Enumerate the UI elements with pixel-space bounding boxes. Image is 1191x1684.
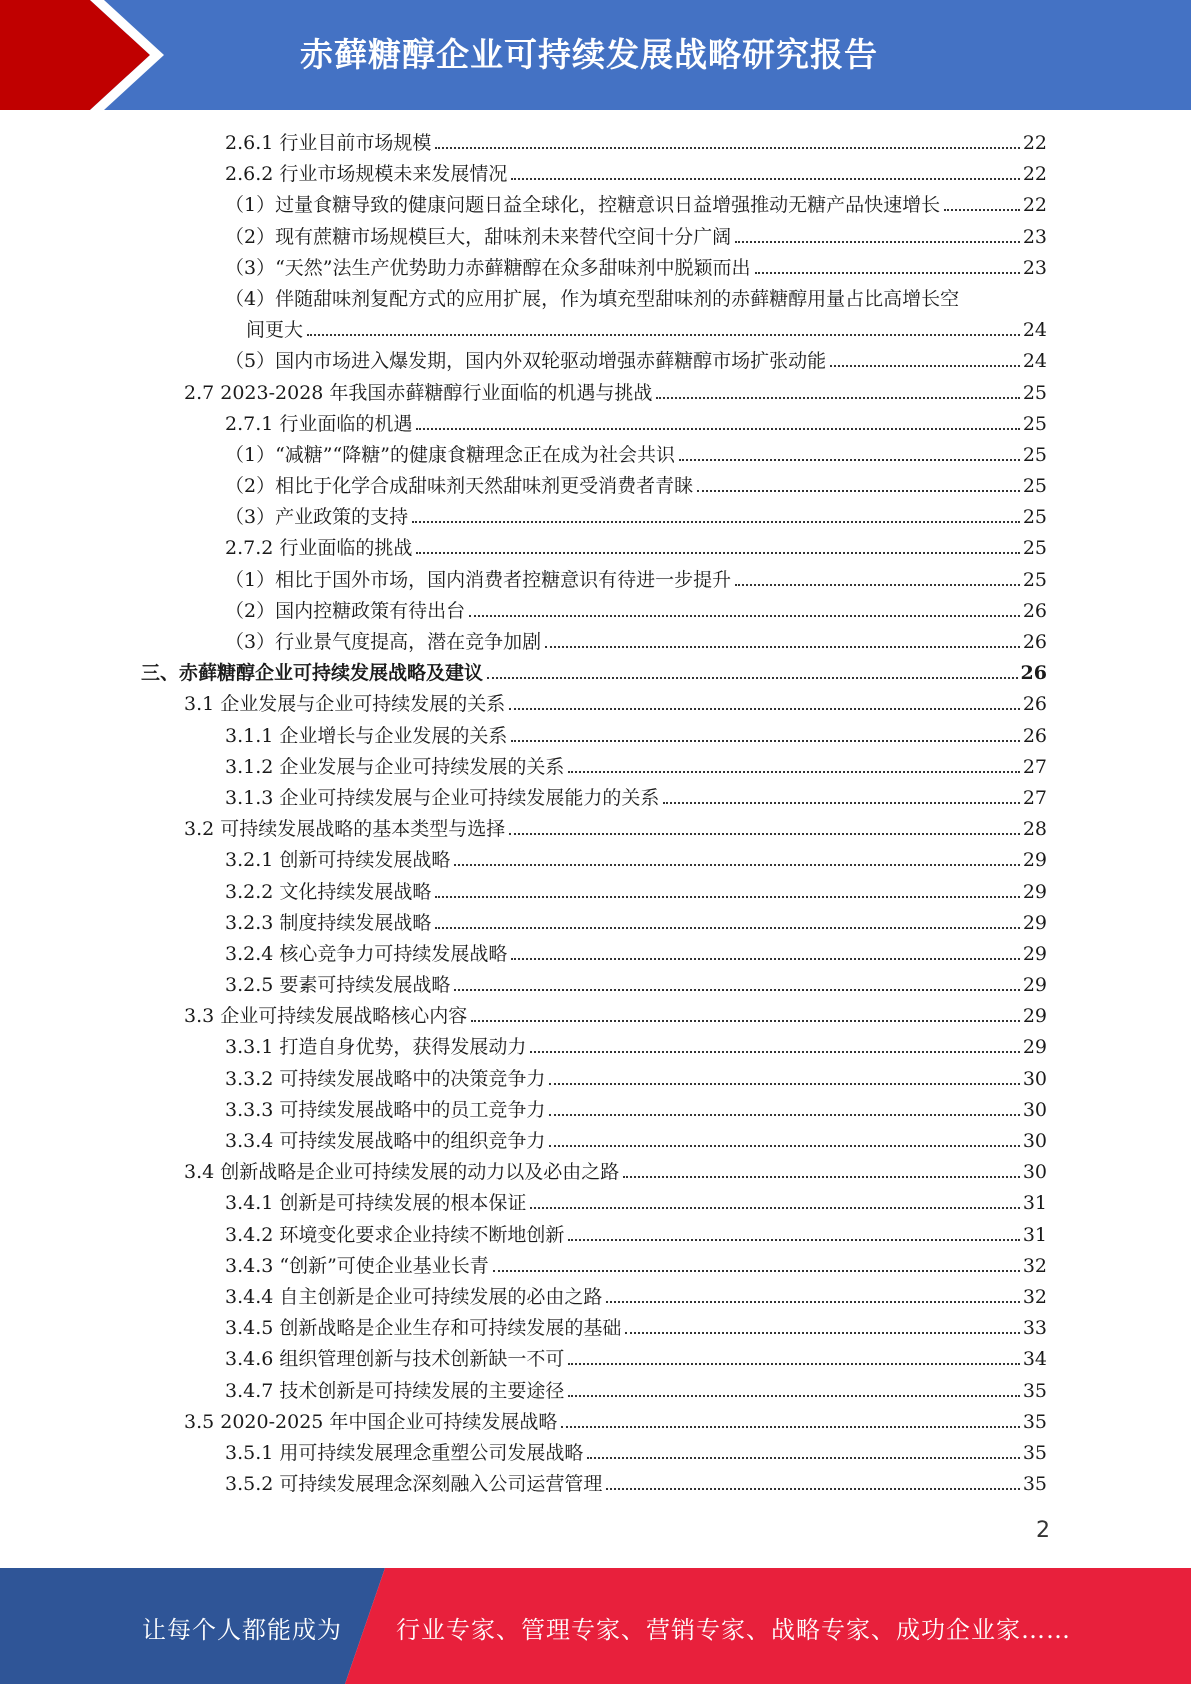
toc-entry-page: 22 [1022, 132, 1047, 154]
toc-entry-title-continued: 间更大 [246, 319, 304, 342]
toc-dot-leader [625, 1332, 1019, 1334]
toc-entry-title: 2.7.2 行业面临的挑战 [225, 537, 413, 560]
toc-entry-title: （2）国内控糖政策有待出台 [225, 599, 466, 622]
toc-entry[interactable] [0, 471, 1191, 502]
footer-slogan-left: 让每个人都能成为 [142, 1616, 342, 1644]
toc-dot-leader [454, 864, 1019, 866]
toc-dot-leader [697, 490, 1020, 492]
toc-entry-page: 30 [1022, 1067, 1047, 1090]
toc-entry-page: 23 [1022, 256, 1047, 279]
toc-entry-page: 22 [1022, 163, 1047, 186]
toc-entry[interactable] [0, 159, 1191, 190]
toc-dot-leader [549, 1114, 1019, 1116]
toc-entry-title: 3.2.2 文化持续发展战略 [225, 880, 432, 903]
report-title: 赤藓糖醇企业可持续发展战略研究报告 [300, 35, 878, 74]
toc-entry-title: 3.3.3 可持续发展战略中的员工竞争力 [225, 1098, 546, 1121]
toc-dot-leader [511, 740, 1019, 742]
toc-entry-title: 3.4.4 自主创新是企业可持续发展的必由之路 [225, 1285, 603, 1308]
toc-dot-leader [830, 365, 1020, 367]
toc-entry-page: 29 [1022, 880, 1047, 903]
table-of-contents [0, 128, 1191, 1500]
toc-dot-leader [679, 459, 1020, 461]
toc-entry-page: 25 [1022, 381, 1047, 404]
toc-entry-title: （2）相比于化学合成甜味剂天然甜味剂更受消费者青睐 [225, 475, 694, 498]
toc-entry-page: 29 [1022, 849, 1047, 872]
toc-entry-page: 29 [1022, 1005, 1047, 1028]
toc-entry-title: 3.4.7 技术创新是可持续发展的主要途径 [225, 1379, 565, 1402]
toc-entry-title: 三、赤藓糖醇企业可持续发展战略及建议 [141, 662, 484, 685]
toc-entry[interactable] [0, 596, 1191, 627]
toc-dot-leader [755, 272, 1020, 274]
toc-dot-leader [944, 209, 1020, 211]
toc-entry-title: 3.4.5 创新战略是企业生存和可持续发展的基础 [225, 1317, 622, 1340]
toc-entry-title: （3）“天然”法生产优势助力赤藓糖醇在众多甜味剂中脱颖而出 [225, 256, 751, 279]
toc-entry[interactable] [0, 1064, 1191, 1095]
toc-entry-page: 26 [1020, 662, 1047, 685]
toc-dot-leader [606, 1488, 1019, 1490]
toc-entry-title: 3.2 可持续发展战略的基本类型与选择 [184, 818, 506, 841]
toc-dot-leader [469, 615, 1020, 617]
toc-entry[interactable] [0, 1220, 1191, 1251]
toc-dot-leader [549, 1145, 1019, 1147]
toc-entry-title: 3.5 2020-2025 年中国企业可持续发展战略 [184, 1410, 558, 1433]
toc-entry-title: 3.1.1 企业增长与企业发展的关系 [225, 724, 508, 747]
toc-entry-page: 32 [1022, 1254, 1047, 1277]
toc-entry-page: 35 [1022, 1410, 1047, 1433]
toc-entry-title: 3.2.1 创新可持续发展战略 [225, 849, 451, 872]
toc-entry-page: 25 [1022, 412, 1047, 435]
toc-entry-title: 3.1 企业发展与企业可持续发展的关系 [184, 693, 506, 716]
toc-entry[interactable] [0, 1251, 1191, 1282]
toc-entry[interactable] [0, 533, 1191, 564]
page-number: 2 [1036, 1518, 1050, 1543]
toc-entry[interactable] [0, 877, 1191, 908]
toc-entry-title: 2.6.2 行业市场规模未来发展情况 [225, 163, 508, 186]
toc-entry-title: 3.3 企业可持续发展战略核心内容 [184, 1005, 468, 1028]
toc-dot-leader [735, 584, 1020, 586]
toc-entry-title: 3.4.2 环境变化要求企业持续不断地创新 [225, 1223, 565, 1246]
toc-dot-leader [435, 896, 1019, 898]
toc-entry-page: 29 [1022, 942, 1047, 965]
toc-entry-page: 32 [1022, 1285, 1047, 1308]
toc-dot-leader [735, 241, 1020, 243]
toc-entry[interactable] [0, 908, 1191, 939]
toc-entry-title: （1）“减糖”“降糖”的健康食糖理念正在成为社会共识 [225, 443, 675, 466]
toc-entry-title: 2.7 2023-2028 年我国赤藓糖醇行业面临的机遇与挑战 [184, 381, 653, 404]
toc-entry[interactable] [0, 1001, 1191, 1032]
toc-entry-title: （5）国内市场进入爆发期，国内外双轮驱动增强赤藓糖醇市场扩张动能 [225, 350, 827, 373]
toc-dot-leader [623, 1176, 1020, 1178]
toc-entry[interactable] [0, 970, 1191, 1001]
toc-dot-leader [511, 178, 1019, 180]
toc-entry-title: （3）产业政策的支持 [225, 506, 409, 529]
toc-dot-leader [663, 802, 1019, 804]
toc-entry-title: 3.2.5 要素可持续发展战略 [225, 974, 451, 997]
toc-entry-page: 29 [1022, 911, 1047, 934]
toc-dot-leader [307, 334, 1020, 336]
toc-entry-page: 26 [1022, 599, 1047, 622]
toc-entry-page: 26 [1022, 631, 1047, 653]
toc-entry-title: （3）行业景气度提高，潜在竞争加剧 [225, 631, 542, 653]
toc-entry-title: （1）相比于国外市场，国内消费者控糖意识有待进一步提升 [225, 568, 732, 591]
toc-entry-page: 35 [1022, 1473, 1047, 1496]
toc-entry[interactable] [0, 627, 1191, 658]
toc-entry[interactable] [0, 378, 1191, 409]
toc-entry[interactable] [0, 222, 1191, 253]
toc-dot-leader [509, 708, 1020, 710]
toc-dot-leader [568, 771, 1019, 773]
toc-entry[interactable] [0, 1188, 1191, 1219]
toc-entry[interactable] [0, 1126, 1191, 1157]
header-red-arrow [0, 0, 150, 110]
toc-dot-leader [487, 677, 1018, 679]
toc-entry[interactable] [0, 939, 1191, 970]
toc-entry-page: 30 [1022, 1130, 1047, 1152]
toc-entry-page: 25 [1022, 475, 1047, 498]
toc-entry[interactable] [0, 128, 1191, 159]
toc-entry[interactable] [0, 752, 1191, 783]
toc-entry-page: 27 [1022, 755, 1047, 778]
toc-entry[interactable] [0, 1344, 1191, 1375]
toc-dot-leader [530, 1051, 1019, 1053]
toc-dot-leader [416, 428, 1019, 430]
toc-entry[interactable] [0, 1032, 1191, 1063]
toc-entry[interactable] [0, 190, 1191, 221]
toc-dot-leader [493, 1270, 1020, 1272]
toc-entry-page: 27 [1022, 786, 1047, 809]
toc-entry-title: 3.2.3 制度持续发展战略 [225, 911, 432, 934]
toc-entry[interactable] [0, 845, 1191, 876]
toc-dot-leader [412, 521, 1020, 523]
toc-dot-leader [511, 958, 1019, 960]
toc-entry[interactable] [0, 409, 1191, 440]
toc-entry-page: 31 [1022, 1223, 1047, 1246]
toc-dot-leader [454, 989, 1019, 991]
toc-entry[interactable] [0, 783, 1191, 814]
toc-entry[interactable] [0, 1157, 1191, 1188]
toc-dot-leader [656, 397, 1019, 399]
toc-dot-leader [435, 927, 1019, 929]
toc-entry[interactable] [0, 1095, 1191, 1126]
page-header [0, 0, 1191, 110]
toc-entry-title: 2.6.1 行业目前市场规模 [225, 132, 432, 154]
toc-entry-page: 25 [1022, 568, 1047, 591]
toc-entry-title: 3.5.1 用可持续发展理念重塑公司发展战略 [225, 1441, 584, 1464]
toc-entry-page: 34 [1022, 1348, 1047, 1371]
toc-entry-page: 25 [1022, 443, 1047, 466]
toc-entry[interactable] [0, 1376, 1191, 1407]
toc-dot-leader [416, 552, 1019, 554]
toc-entry-page: 26 [1022, 693, 1047, 716]
toc-entry-page: 35 [1022, 1441, 1047, 1464]
toc-entry-page: 30 [1022, 1098, 1047, 1121]
toc-entry-title: 3.3.1 打造自身优势，获得发展动力 [225, 1036, 527, 1059]
toc-entry-title: （1）过量食糖导致的健康问题日益全球化，控糖意识日益增强推动无糖产品快速增长 [225, 194, 941, 217]
toc-entry-page: 25 [1022, 506, 1047, 529]
toc-entry-title: 3.1.2 企业发展与企业可持续发展的关系 [225, 755, 565, 778]
toc-entry-page: 31 [1022, 1192, 1047, 1215]
toc-entry-page: 29 [1022, 1036, 1047, 1059]
toc-dot-leader [545, 646, 1020, 648]
toc-entry-title: 3.4 创新战略是企业可持续发展的动力以及必由之路 [184, 1161, 620, 1184]
toc-entry[interactable] [0, 721, 1191, 752]
toc-dot-leader [568, 1395, 1019, 1397]
toc-entry[interactable] [0, 565, 1191, 596]
toc-entry[interactable] [0, 1469, 1191, 1500]
toc-entry-title: （2）现有蔗糖市场规模巨大，甜味剂未来替代空间十分广阔 [225, 225, 732, 248]
toc-entry[interactable] [0, 253, 1191, 284]
toc-entry[interactable] [0, 284, 1191, 346]
toc-entry-title: 3.3.2 可持续发展战略中的决策竞争力 [225, 1067, 546, 1090]
toc-entry-title: 3.3.4 可持续发展战略中的组织竞争力 [225, 1130, 546, 1152]
toc-entry-title: 3.4.6 组织管理创新与技术创新缺一不可 [225, 1348, 565, 1371]
toc-entry-title: 3.4.1 创新是可持续发展的根本保证 [225, 1192, 527, 1215]
toc-entry-page: 25 [1022, 537, 1047, 560]
toc-entry-title: 2.7.1 行业面临的机遇 [225, 412, 413, 435]
toc-dot-leader [509, 833, 1020, 835]
toc-entry[interactable] [0, 689, 1191, 720]
toc-entry-title: （4）伴随甜味剂复配方式的应用扩展，作为填充型甜味剂的赤藓糖醇用量占比高增长空 [225, 287, 960, 310]
toc-entry-page: 22 [1022, 194, 1047, 217]
toc-entry[interactable] [0, 346, 1191, 377]
toc-entry-page: 30 [1022, 1161, 1047, 1184]
toc-entry-page: 26 [1022, 724, 1047, 747]
toc-dot-leader [549, 1083, 1019, 1085]
toc-dot-leader [568, 1363, 1019, 1365]
toc-entry-title: 3.4.3 “创新”可使企业基业长青 [225, 1254, 489, 1277]
toc-entry[interactable] [0, 814, 1191, 845]
toc-entry[interactable] [0, 1407, 1191, 1438]
toc-dot-leader [568, 1239, 1019, 1241]
toc-dot-leader [587, 1457, 1019, 1459]
footer-slogan-right: 行业专家、管理专家、营销专家、战略专家、成功企业家…… [396, 1616, 1071, 1644]
toc-dot-leader [561, 1426, 1019, 1428]
toc-entry-page: 24 [1022, 319, 1047, 342]
toc-entry-page: 23 [1022, 225, 1047, 248]
toc-dot-leader [530, 1207, 1019, 1209]
toc-entry-title: 3.2.4 核心竞争力可持续发展战略 [225, 942, 508, 965]
toc-entry-page: 35 [1022, 1379, 1047, 1402]
toc-entry-page: 28 [1022, 818, 1047, 841]
toc-entry[interactable] [0, 1313, 1191, 1344]
toc-dot-leader [606, 1301, 1019, 1303]
toc-entry-title: 3.1.3 企业可持续发展与企业可持续发展能力的关系 [225, 786, 660, 809]
toc-entry-page: 33 [1022, 1317, 1047, 1340]
toc-entry-title: 3.5.2 可持续发展理念深刻融入公司运营管理 [225, 1473, 603, 1496]
toc-entry[interactable] [0, 502, 1191, 533]
toc-entry[interactable] [0, 440, 1191, 471]
page-footer [0, 1568, 1191, 1684]
toc-dot-leader [471, 1020, 1020, 1022]
toc-entry[interactable] [0, 658, 1191, 689]
toc-entry-page: 24 [1022, 350, 1047, 373]
toc-dot-leader [435, 147, 1019, 149]
toc-entry[interactable] [0, 1282, 1191, 1313]
toc-entry[interactable] [0, 1438, 1191, 1469]
toc-entry-page: 29 [1022, 974, 1047, 997]
